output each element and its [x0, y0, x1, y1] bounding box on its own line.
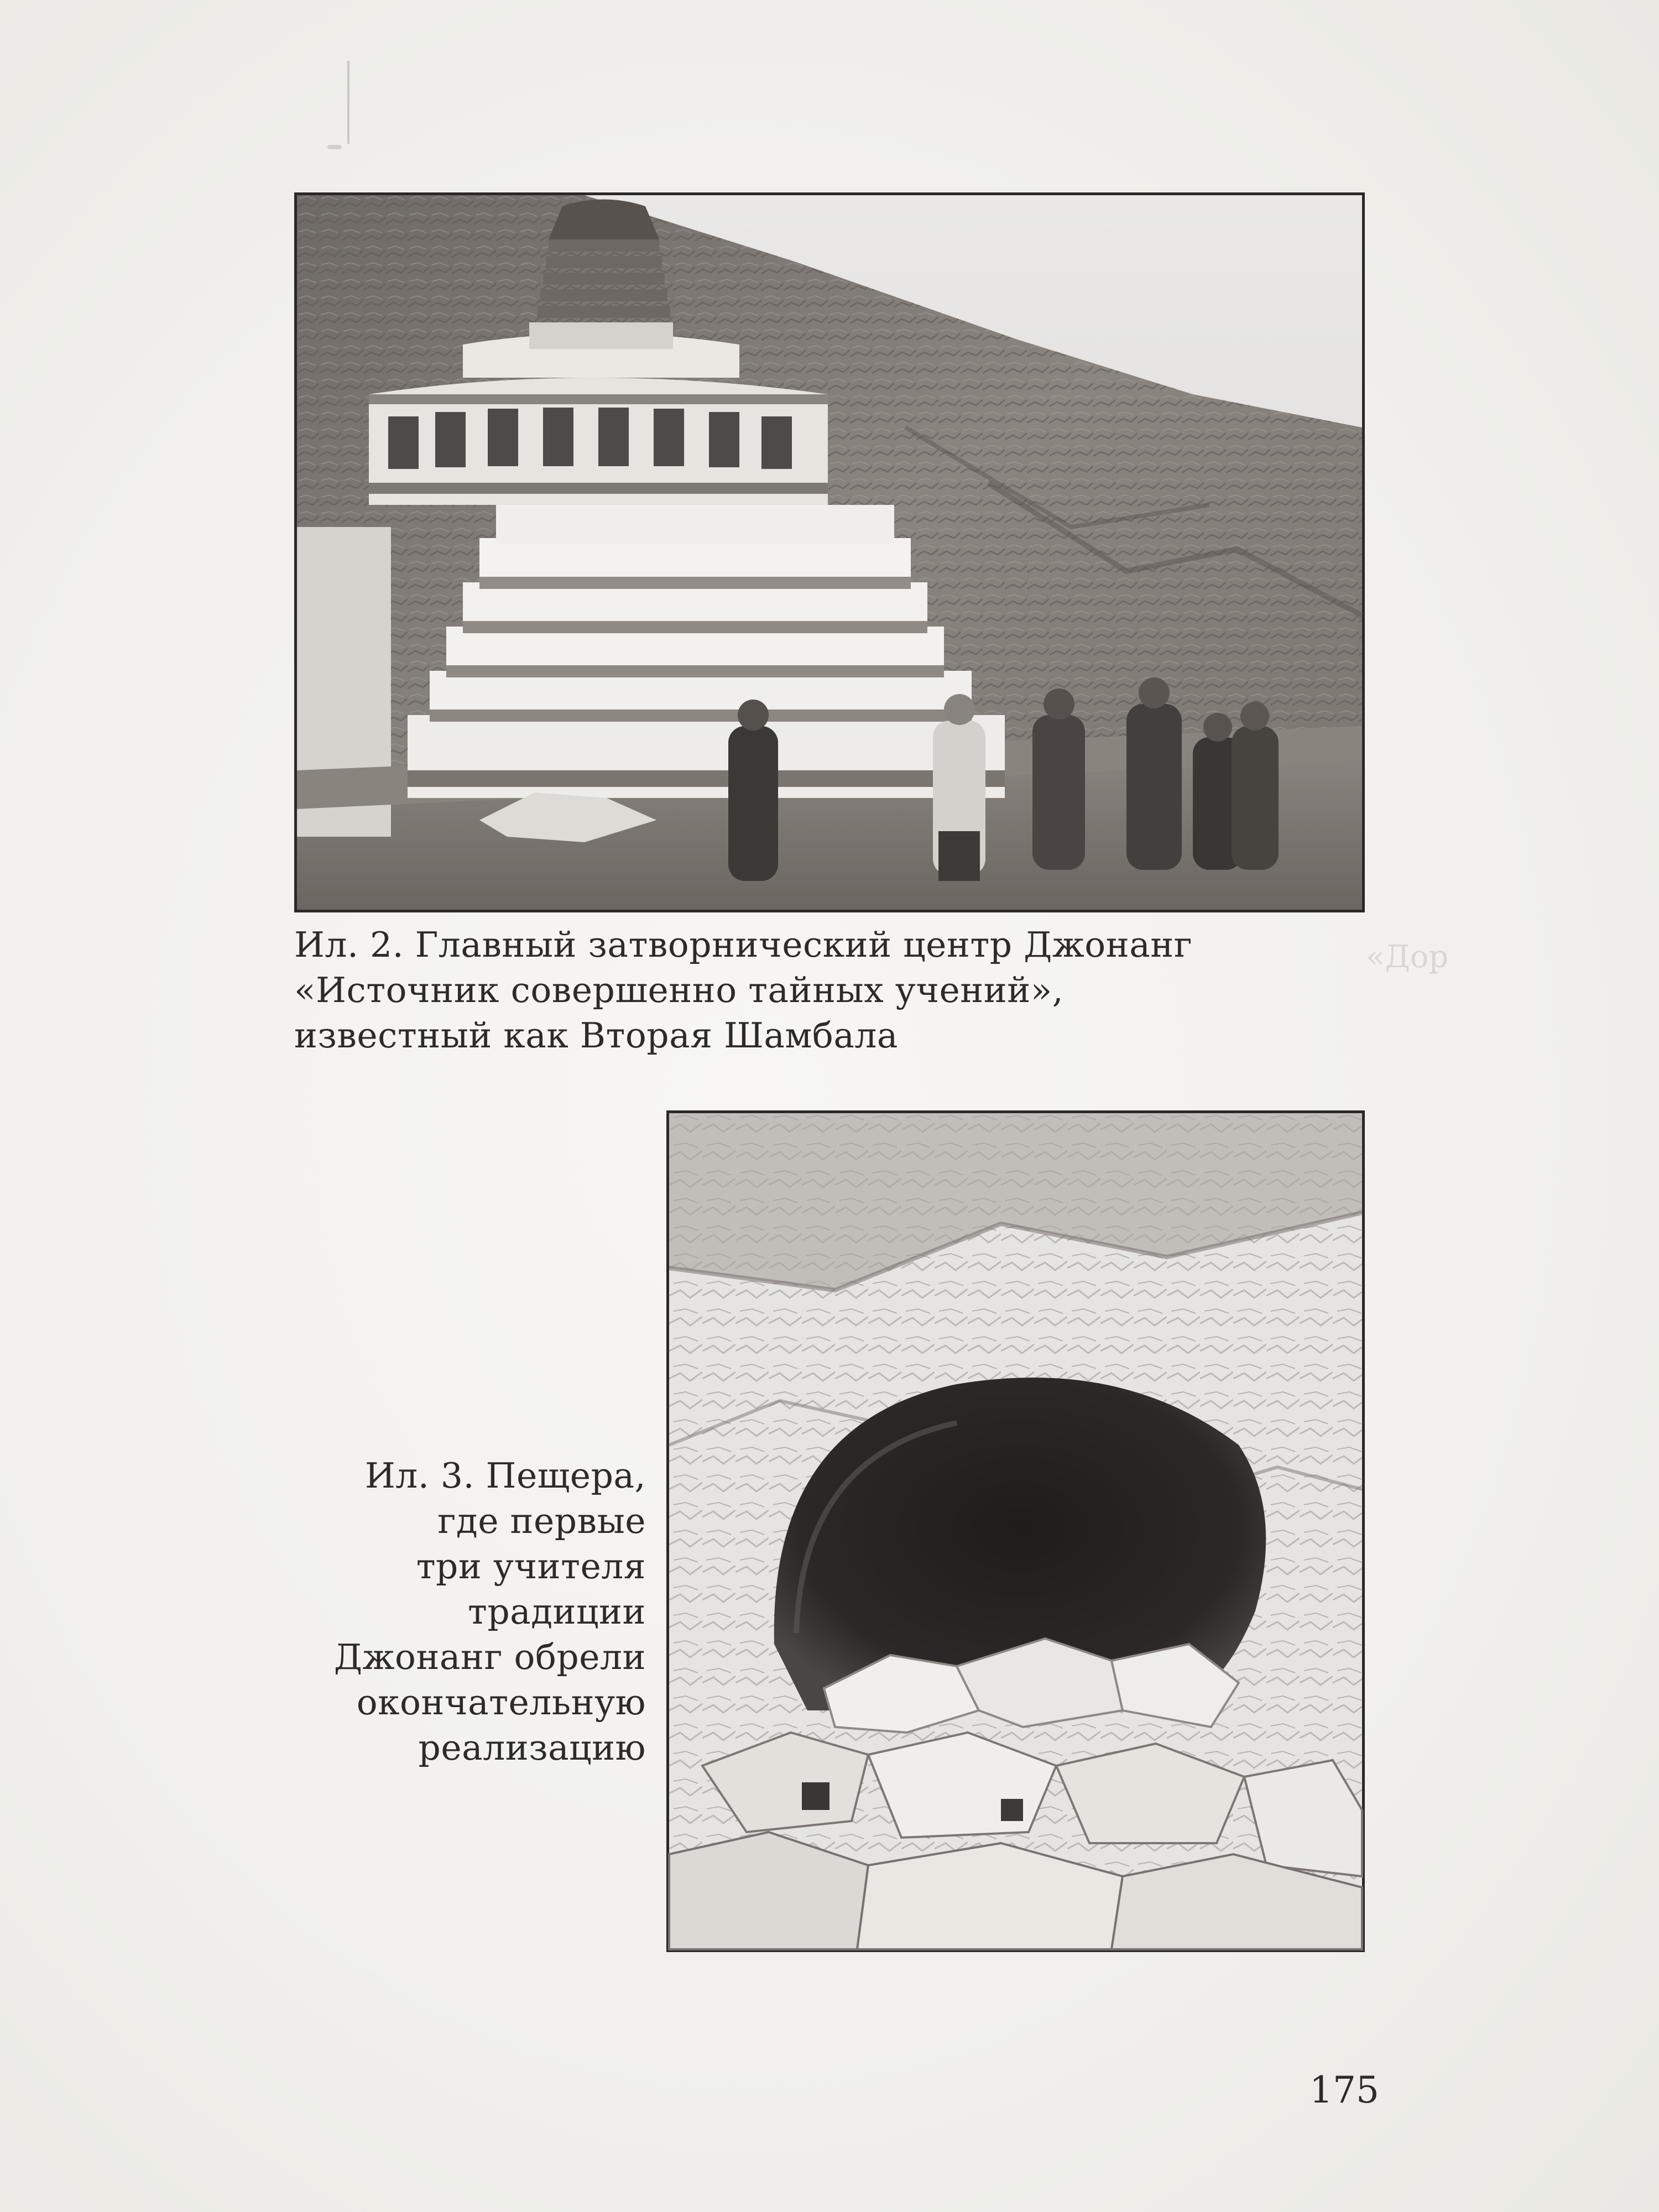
binding-mark — [347, 61, 349, 144]
caption-line: три учителя — [416, 1546, 646, 1587]
caption-line: где первые — [437, 1501, 646, 1541]
cave-photo-image — [669, 1113, 1362, 1949]
caption-line: реализацию — [418, 1728, 646, 1768]
stupa-photo — [294, 192, 1365, 912]
page-number: 175 — [1310, 2069, 1379, 2111]
caption-line: Ил. 3. Пещера, — [364, 1455, 646, 1496]
cave-photo — [666, 1110, 1365, 1952]
caption-line: Ил. 2. Главный затворнический центр Джонанг — [294, 925, 1193, 965]
figure-2-caption — [294, 922, 1192, 1058]
caption-line: известный как Вторая Шамбала — [294, 1015, 898, 1056]
caption-line: окончательную — [356, 1682, 646, 1723]
caption-line: «Источник совершенно тайных учений», — [294, 970, 1064, 1010]
figure-3-caption — [334, 1453, 646, 1771]
stupa-photo-image — [297, 195, 1362, 910]
bleed-through-text: «Дор — [1366, 939, 1449, 975]
caption-line: Джонанг обрели — [333, 1637, 646, 1677]
caption-line: традиции — [467, 1592, 646, 1632]
binding-dot — [327, 145, 342, 149]
